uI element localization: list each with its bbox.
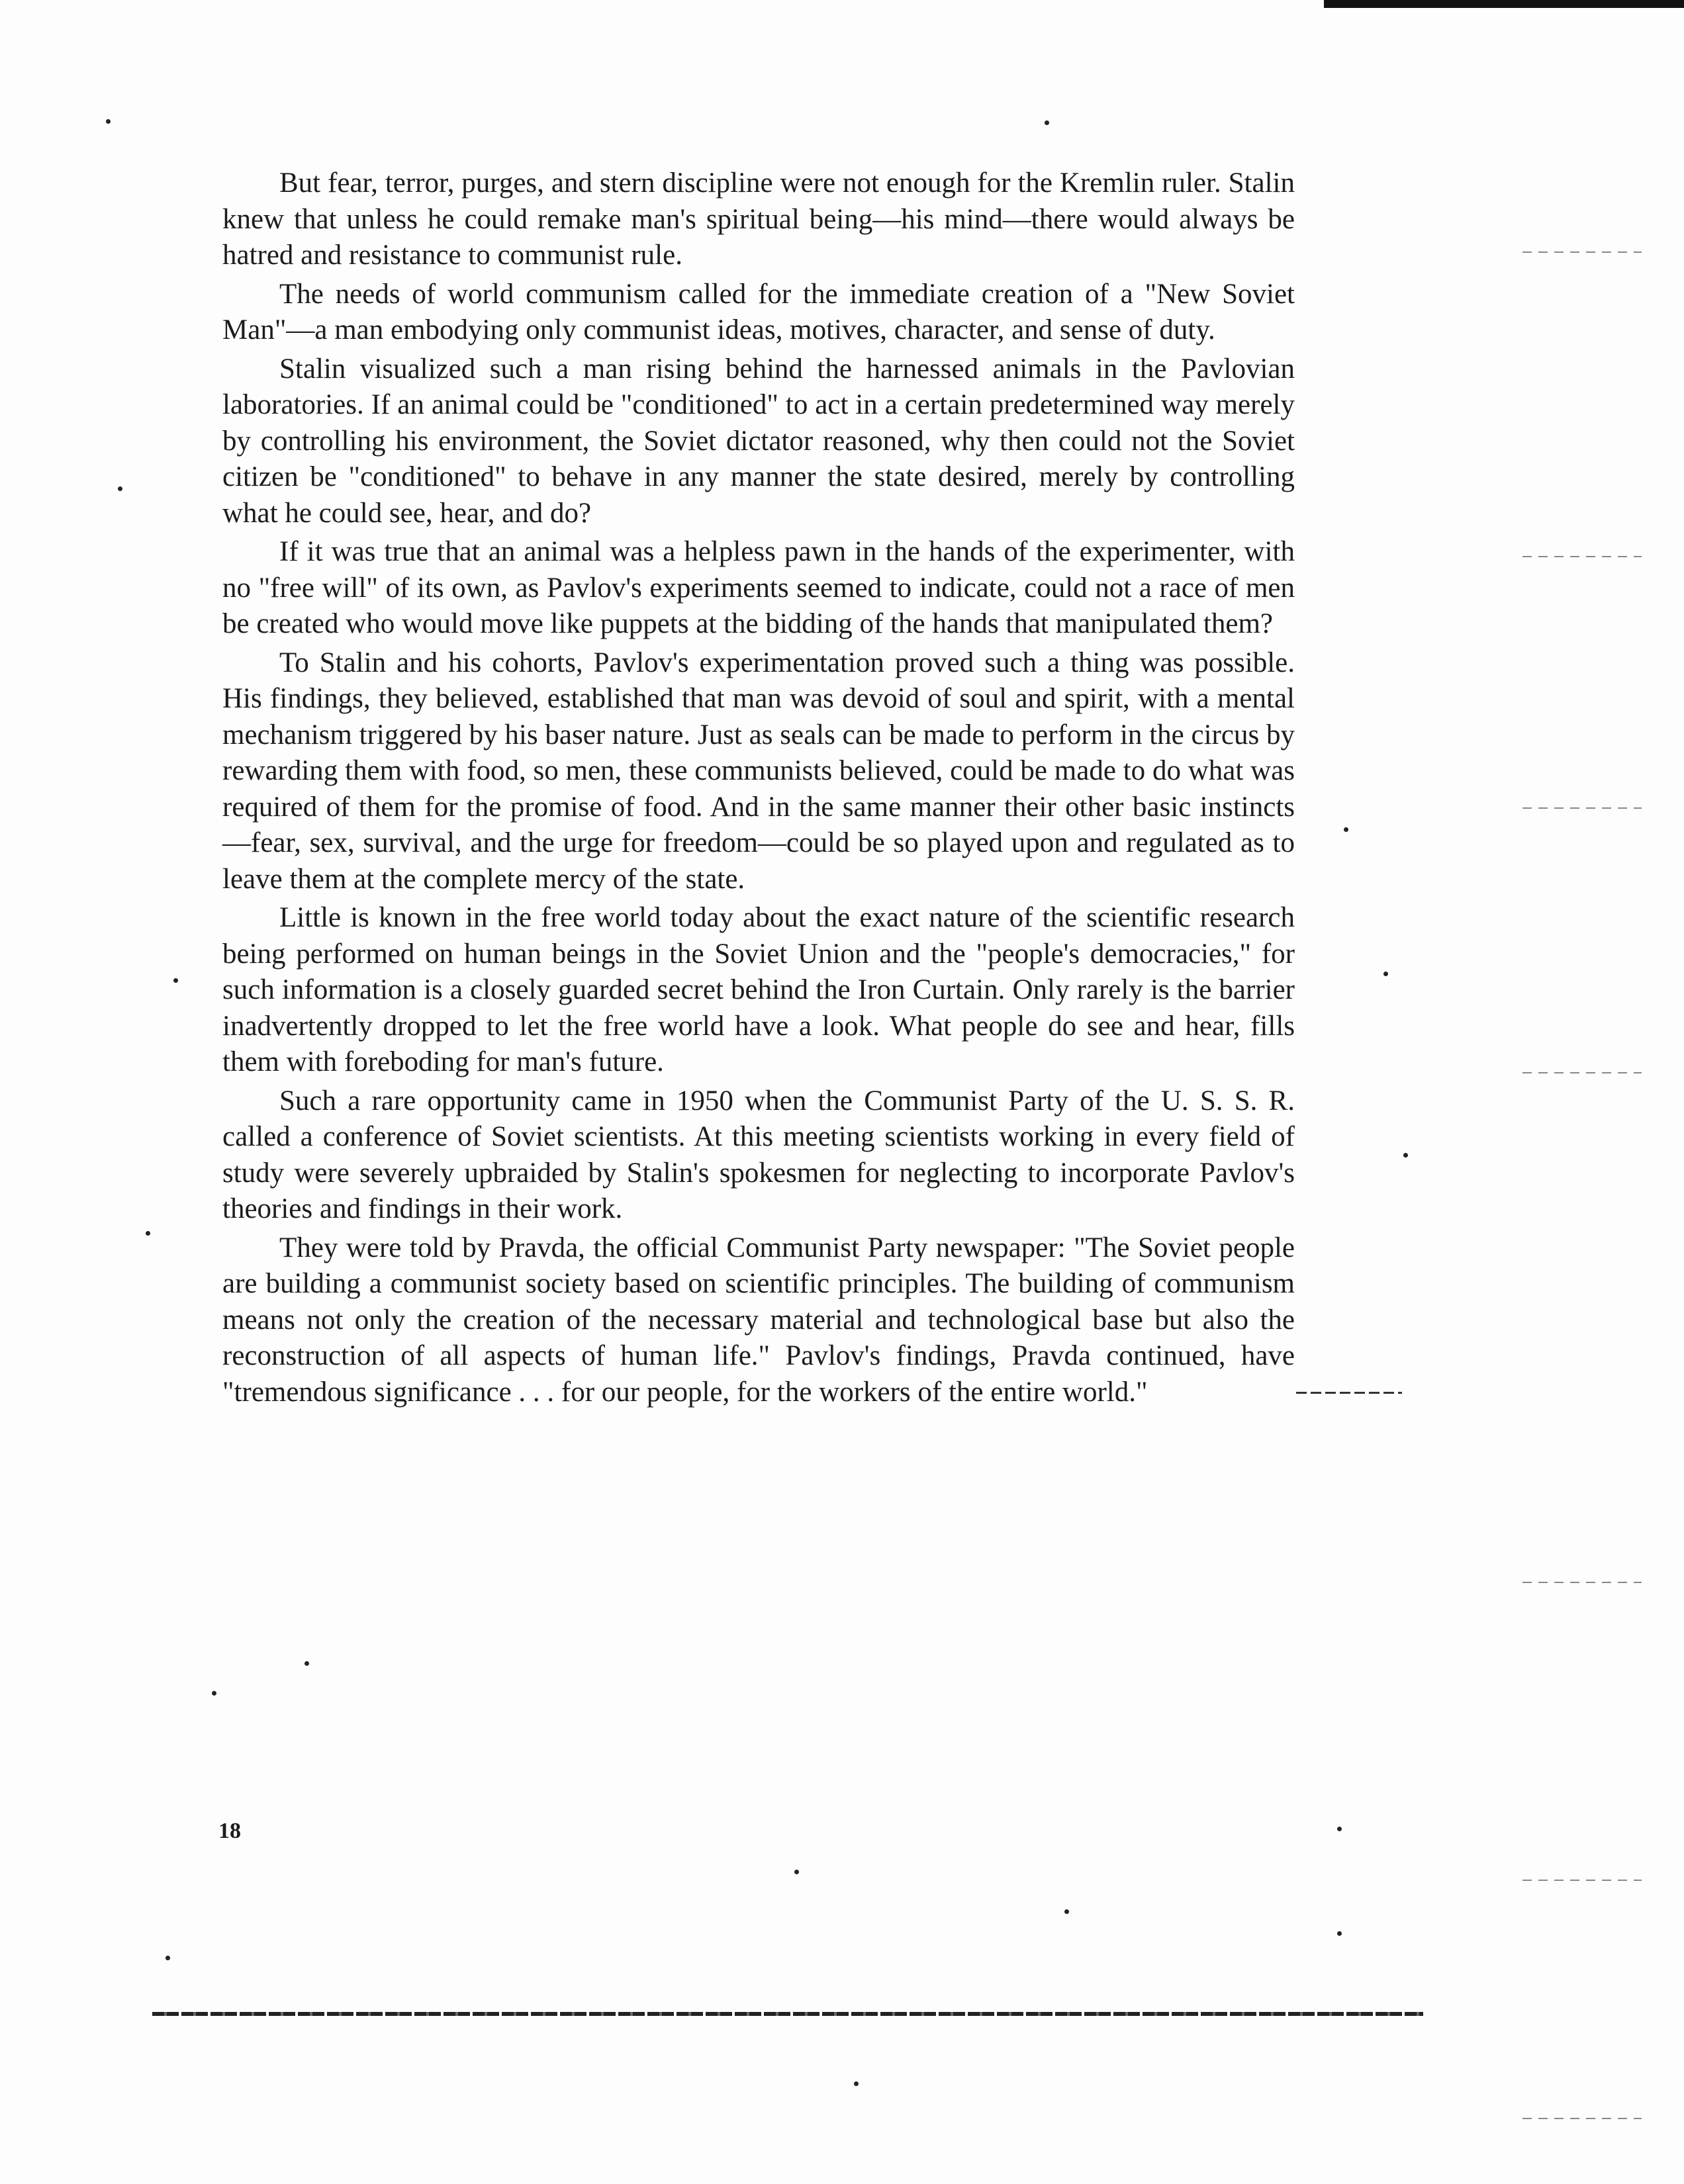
scan-margin-mark xyxy=(1522,2118,1642,2119)
paragraph-4: If it was true that an animal was a helpless pawn in the hands of the experimenter, with no "free will" of its own, as Pavlov's experiments seemed to indicate, could not a race of men be created who would move like puppets at the bidding of the hands that manipulated them? xyxy=(222,536,1295,639)
paragraph-1: But fear, terror, purges, and stern discipline were not enough for the Kremlin ruler. Stalin knew that unless he could remake man's spiritual being—his mind—there would always be hatred and resistance to communist rule. xyxy=(222,167,1295,271)
scan-speck xyxy=(212,1691,216,1696)
body-text xyxy=(222,165,1295,1410)
scan-speck xyxy=(173,978,178,983)
scan-speck xyxy=(1045,120,1049,125)
scan-speck xyxy=(106,119,111,124)
scan-speck xyxy=(794,1870,799,1874)
scan-speck xyxy=(1383,972,1388,976)
scan-speck xyxy=(1337,1827,1342,1831)
scan-speck xyxy=(304,1661,309,1666)
scan-margin-mark xyxy=(1522,807,1642,809)
scan-bottom-rule xyxy=(152,2012,1423,2016)
scan-speck xyxy=(118,486,122,491)
scan-speck xyxy=(854,2081,859,2086)
paragraph-7: Such a rare opportunity came in 1950 when the Communist Party of the U. S. S. R. called a conference of Soviet scientists. At this meeting scientists working in every field of study were severely upbraided by Stalin's spokesmen for neglecting to incorporate Pavlov's theories and findings in their work. xyxy=(222,1085,1295,1224)
scan-speck xyxy=(165,1956,170,1960)
scan-top-border xyxy=(1324,0,1684,8)
scan-dash-mark xyxy=(1296,1392,1402,1394)
scan-margin-mark xyxy=(1522,251,1642,253)
paragraph-6: Little is known in the free world today about the exact nature of the scientific research being performed on human beings in the Soviet Union and the "people's democracies," for such information is a closely guarded secret behind the Iron Curtain. Only rarely is the barrier inadvertently dropped to let the free world have a look. What people do see and hear, fills them with foreboding for man's future. xyxy=(222,902,1295,1077)
scan-speck xyxy=(1337,1931,1342,1936)
page-number: 18 xyxy=(218,1819,241,1843)
paragraph-8: They were told by Pravda, the official Communist Party newspaper: "The Soviet people are building a communist society based on scientific principles. The building of communism means not only the creation of the necessary material and technological base but also the reconstruction of all aspects of human life." Pavlov's findings, Pravda continued, have "tremendous significance . . . for our people, for the workers of the entire world." xyxy=(222,1232,1295,1408)
paragraph-5: To Stalin and his cohorts, Pavlov's experimentation proved such a thing was possible. His findings, they believed, established that man was devoid of soul and spirit, with a mental mechanism triggered by his baser nature. Just as seals can be made to perform in the circus by rewarding them with food, so men, these communists believed, could be made to do what was required of them for the promise of food. And in the same manner their other basic instincts—fear, sex, survival, and the urge for freedom—could be so played upon and regulated as to leave them at the complete mercy of the state. xyxy=(222,647,1295,895)
scan-speck xyxy=(1064,1909,1069,1914)
paragraph-2: The needs of world communism called for the immediate creation of a "New Soviet Man"—a man embodying only communist ideas, motives, character, and sense of duty. xyxy=(222,278,1295,345)
scan-margin-mark xyxy=(1522,556,1642,557)
scan-margin-mark xyxy=(1522,1072,1642,1073)
scan-speck xyxy=(146,1231,150,1236)
scan-margin-mark xyxy=(1522,1880,1642,1881)
scan-margin-mark xyxy=(1522,1582,1642,1583)
paragraph-3: Stalin visualized such a man rising behind the harnessed animals in the Pavlovian laboratories. If an animal could be "conditioned" to act in a certain predetermined way merely by controlling his environment, the Soviet dictator reasoned, why then could not the Soviet citizen be "conditioned" to behave in any manner the state desired, merely by controlling what he could see, hear, and do? xyxy=(222,353,1295,529)
scan-speck xyxy=(1344,827,1348,832)
scan-speck xyxy=(1403,1153,1408,1158)
